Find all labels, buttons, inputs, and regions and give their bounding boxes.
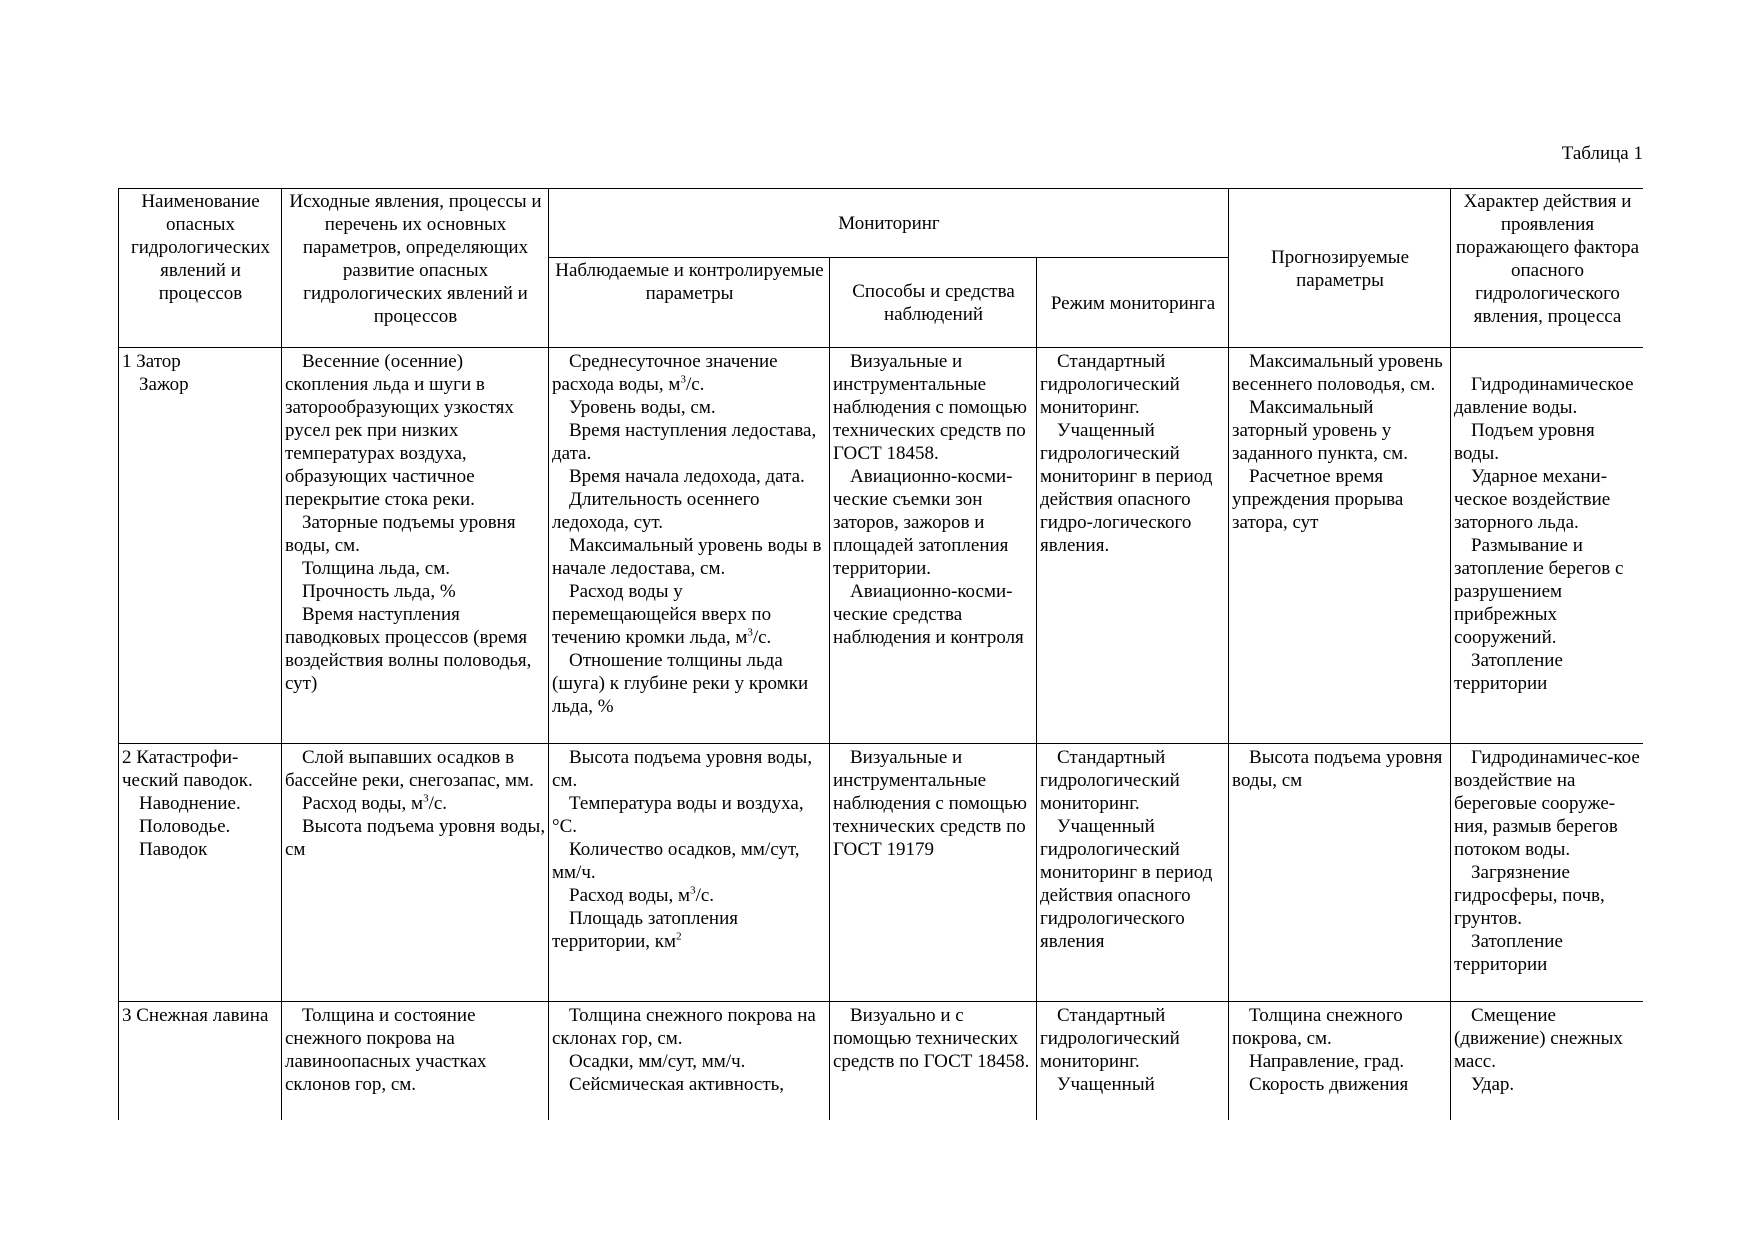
cell-observed [549, 1002, 830, 1121]
cell-paragraph: 2 Катастрофи-ческий паводок. [122, 747, 253, 791]
cell-paragraph: Учащенный [1057, 1074, 1155, 1095]
cell-forecast [1229, 744, 1451, 1002]
header-impact: Характер действия и проявления поражающего фактора опасного гидрологического явления, процесса [1451, 189, 1643, 348]
cell-paragraph [1454, 350, 1641, 373]
header-methods: Способы и средства наблюдений [830, 258, 1037, 348]
cell-name [119, 348, 282, 744]
cell-paragraph: Визуальные и инструментальные наблюдения с помощью технических средств по ГОСТ 19179 [833, 747, 1027, 860]
cell-paragraph: Толщина и состояние снежного покрова на лавиноопасных участках склонов гор, см. [285, 1005, 487, 1095]
cell-paragraph: Визуально и с помощью технических средств по ГОСТ 18458. [833, 1005, 1030, 1072]
cell-paragraph: Время наступления паводковых процессов (время воздействия волны половодья, сут) [285, 604, 532, 694]
cell-paragraph: Длительность осеннего ледохода, сут. [552, 489, 760, 533]
cell-paragraph: Затопление территории [1454, 650, 1563, 694]
cell-paragraph: Высота подъема уровня воды, см [285, 816, 546, 860]
cell-paragraph: Толщина льда, см. [302, 558, 451, 579]
header-forecast: Прогнозируемые параметры [1229, 189, 1451, 348]
cell-paragraph: Визуальные и инструментальные наблюдения с помощью технических средств по ГОСТ 18458. [833, 351, 1027, 464]
cell-paragraph: Затопление территории [1454, 931, 1563, 975]
cell-observed [549, 348, 830, 744]
cell-paragraph: Учащенный гидрологический мониторинг в период действия опасного гидрологического явления [1040, 816, 1213, 952]
cell-methods [830, 1002, 1037, 1121]
cell-paragraph: Расчетное время упреждения прорыва затора, сут [1232, 466, 1404, 533]
cell-paragraph: Толщина снежного покрова, см. [1232, 1005, 1403, 1049]
cell-forecast [1229, 348, 1451, 744]
cell-paragraph: Осадки, мм/сут, мм/ч. [569, 1051, 746, 1072]
cell-paragraph: Расход воды, $м^3/с$. [302, 792, 448, 814]
hazard-table [118, 188, 1643, 1120]
cell-paragraph: Количество осадков, мм/сут, мм/ч. [552, 839, 800, 883]
cell-impact [1451, 744, 1643, 1002]
cell-paragraph: Время начала ледохода, дата. [569, 466, 805, 487]
cell-paragraph: Температура воды и воздуха, °С. [552, 793, 804, 837]
cell-paragraph: Весенние (осенние) скопления льда и шуги в заторообразующих узкостях русел рек при низких температурах воздуха, образующих частичное перекрытие стока реки. [285, 351, 514, 510]
header-name: Наименование опасных гидрологических явлений и процессов [119, 189, 282, 348]
cell-source [282, 1002, 549, 1121]
table-caption: Таблица 1 [1561, 143, 1643, 164]
cell-name [119, 744, 282, 1002]
cell-mode [1037, 1002, 1229, 1121]
cell-paragraph: 1 Затор [122, 351, 181, 372]
cell-paragraph: Паводок [139, 839, 208, 860]
cell-paragraph: Зажор [139, 374, 189, 395]
cell-paragraph: Высота подъема уровня воды, см. [552, 747, 813, 791]
cell-paragraph: Максимальный уровень весеннего половодья, см. [1232, 351, 1443, 395]
cell-paragraph: Смещение (движение) снежных масс. [1454, 1005, 1623, 1072]
cell-paragraph: Отношение толщины льда (шуга) к глубине реки у кромки льда, % [552, 650, 809, 717]
table-row [119, 744, 1644, 1002]
cell-impact [1451, 348, 1643, 744]
cell-paragraph: Ударное механи-ческое воздействие заторного льда. [1454, 466, 1611, 533]
table-row [119, 348, 1644, 744]
cell-paragraph: Расход воды у перемещающейся вверх по течению кромки льда, $м^3/с$. [552, 581, 772, 648]
cell-forecast [1229, 1002, 1451, 1121]
cell-paragraph: Половодье. [139, 816, 231, 837]
table-body [119, 348, 1644, 1121]
cell-paragraph: Площадь затопления территории, $км^2$ [552, 908, 739, 952]
cell-paragraph: Подъем уровня воды. [1454, 420, 1595, 464]
header-monitoring: Мониторинг [549, 189, 1229, 258]
cell-paragraph: Максимальный уровень воды в начале ледостава, см. [552, 535, 822, 579]
cell-paragraph: Стандартный гидрологический мониторинг. [1040, 1005, 1180, 1072]
cell-source [282, 348, 549, 744]
cell-paragraph: Авиационно-косми-ческие средства наблюдения и контроля [833, 581, 1024, 648]
cell-impact [1451, 1002, 1643, 1121]
cell-name [119, 1002, 282, 1121]
cell-paragraph: Авиационно-косми-ческие съемки зон заторов, зажоров и площадей затопления территории. [833, 466, 1013, 579]
cell-methods [830, 348, 1037, 744]
table-row [119, 1002, 1644, 1121]
cell-paragraph: Удар. [1471, 1074, 1515, 1095]
cell-observed [549, 744, 830, 1002]
cell-paragraph: Учащенный гидрологический мониторинг в период действия опасного гидро-логического явления. [1040, 420, 1213, 556]
cell-paragraph: Время наступления ледостава, дата. [552, 420, 817, 464]
cell-paragraph: Максимальный заторный уровень у заданного пункта, см. [1232, 397, 1408, 464]
cell-paragraph: Сейсмическая активность, [569, 1074, 785, 1095]
hazard-table-container [118, 188, 1643, 1120]
cell-paragraph: Среднесуточное значение расхода воды, $м^3/с$. [552, 351, 778, 395]
cell-paragraph: Скорость движения [1249, 1074, 1409, 1095]
header-observed: Наблюдаемые и контролируемые параметры [549, 258, 830, 348]
cell-paragraph: Стандартный гидрологический мониторинг. [1040, 351, 1180, 418]
cell-paragraph: Заторные подъемы уровня воды, см. [285, 512, 516, 556]
cell-paragraph: Наводнение. [139, 793, 241, 814]
cell-mode [1037, 348, 1229, 744]
cell-mode [1037, 744, 1229, 1002]
cell-paragraph: Размывание и затопление берегов с разрушением прибрежных сооружений. [1454, 535, 1624, 648]
cell-paragraph: Гидродинамическое давление воды. [1454, 374, 1634, 418]
cell-paragraph: Стандартный гидрологический мониторинг. [1040, 747, 1180, 814]
cell-paragraph: Загрязнение гидросферы, почв, грунтов. [1454, 862, 1605, 929]
header-source: Исходные явления, процессы и перечень их основных параметров, определяющих развитие опасных гидрологических явлений и процессов [282, 189, 549, 348]
cell-paragraph: Прочность льда, % [302, 581, 456, 602]
cell-paragraph: Высота подъема уровня воды, см [1232, 747, 1443, 791]
cell-paragraph: 3 Снежная лавина [122, 1005, 269, 1026]
cell-paragraph: Толщина снежного покрова на склонах гор, см. [552, 1005, 816, 1049]
cell-methods [830, 744, 1037, 1002]
cell-paragraph: Уровень воды, см. [569, 397, 716, 418]
header-mode: Режим мониторинга [1037, 258, 1229, 348]
cell-paragraph: Направление, град. [1249, 1051, 1405, 1072]
cell-paragraph: Гидродинамичес-кое воздействие на береговые сооруже-ния, размыв берегов потоком воды. [1454, 747, 1640, 860]
cell-paragraph: Слой выпавших осадков в бассейне реки, снегозапас, мм. [285, 747, 534, 791]
cell-source [282, 744, 549, 1002]
cell-paragraph: Расход воды, $м^3/с$. [569, 884, 715, 906]
